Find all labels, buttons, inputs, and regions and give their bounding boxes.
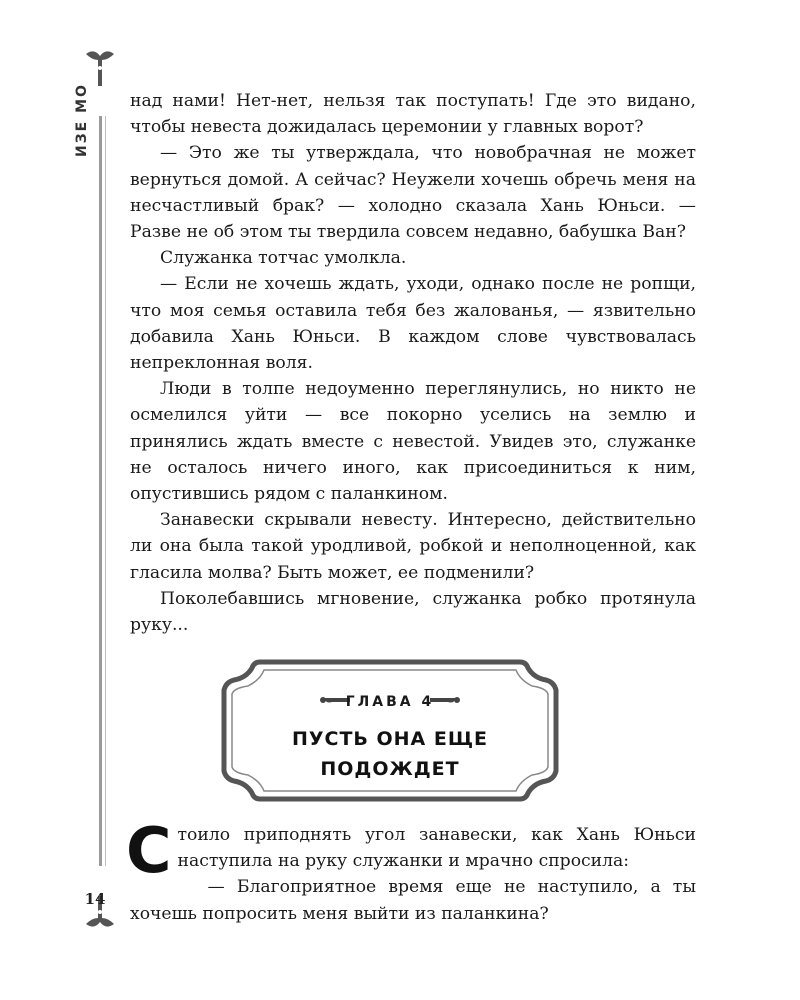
rail-line-thick [99,116,102,866]
paragraph-text: тоило приподнять угол занавески, как Хань Юньси наступила на руку служанки и мрачно спросила: [177,825,696,872]
paragraph: Поколебавшись мгновение, служанка робко протянула руку... [130,588,696,636]
chapter-text [126,814,696,927]
drop-cap: С [126,814,172,887]
chapter-label: ГЛАВА 4 [345,694,435,710]
page-number: 14 [84,890,106,908]
chapter-title: ПУСТЬ ОНА ЕЩЕ ПОДОЖДЕТ [291,728,489,780]
rail-line-thin [105,116,106,866]
decorative-side-rail [82,46,118,936]
chapter-heading-frame [220,658,560,803]
paragraph [126,814,696,887]
running-header-author: ИЗЕ МО [74,83,90,157]
paragraph: Служанка тотчас умолкла. [160,248,407,269]
paragraph: Занавески скрывали невесту. Интересно, действительно ли она была такой уродливой, робкой и неполноценной, как гласила молва? Быть может, ее подменили? [130,510,696,583]
body-text [130,88,696,638]
paragraph: над нами! Нет-нет, нельзя так поступать! Где это видано, чтобы невеста дожидалась церемонии у главных ворот? [130,91,696,138]
paragraph: — Если не хочешь ждать, уходи, однако после не ропщи, что моя семья оставила тебя без жалованья, — язвительно добавила Хань Юньси. В каждом слове чувствовалась непреклонная воля. [130,274,696,374]
paragraph: — Благоприятное время еще не наступило, а ты хочешь попросить меня выйти из паланкина? [130,877,696,924]
paragraph: — Это же ты утверждала, что новобрачная не может вернуться домой. А сейчас? Неужели хочешь обречь меня на несчастливый брак? — холодно сказала Хань Юньси. — Разве не об этом ты твердила совсем недавно, бабушка Ван? [130,143,696,243]
paragraph: Люди в толпе недоуменно переглянулись, но никто не осмелился уйти — все покорно уселись на землю и принялись ждать вместе с невестой. Увидев это, служанке не осталось ничего иного, как присоединиться к ним, опустившись рядом с паланкином. [130,379,696,505]
